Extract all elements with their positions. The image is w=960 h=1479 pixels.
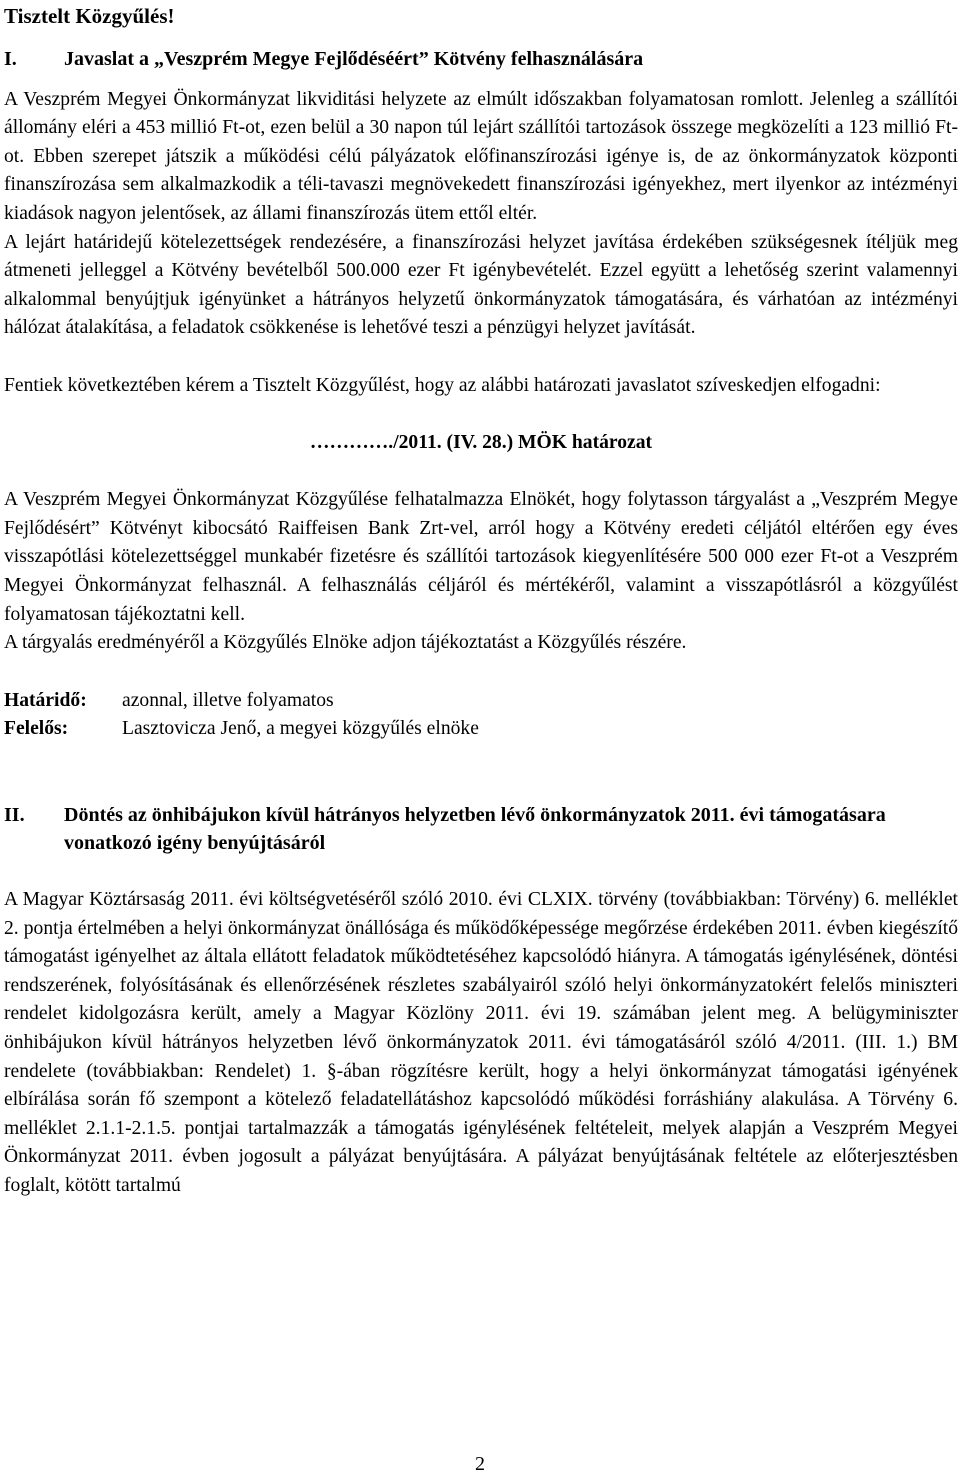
resolution-paragraph-1: A Veszprém Megyei Önkormányzat Közgyűlése felhatalmazza Elnökét, hogy folytasson tárgyalást a „Veszprém Megye Fejlődésért” Kötvényt kibocsátó Raiffeisen Bank Zrt-vel, arról hogy a Kötvény eredeti céljától eltérően egy éves visszapótlási kötelezettséggel munkabér fizetésre és szállítói tartozások kiegyenlítésére 500 000 ezer Ft-ot a Veszprém Megyei Önkormányzat felhasznál. A felhasználás céljáról és mértékéről, valamint a visszapótlásról a közgyűlést folyamatosan tájékoztatni kell. [4,489,958,625]
resolution-paragraph-2: A tárgyalás eredményéről a Közgyűlés Elnöke adjon tájékoztatást a Közgyűlés részére. [4,632,687,654]
resolution-title: …………./2011. (IV. 28.) MÖK határozat [309,431,653,453]
section-1-heading [4,45,958,74]
section-1-title: Javaslat a „Veszprém Megye Fejlődéséért” Kötvény felhasználására [64,48,644,70]
responsible-label: Felelős: [4,718,69,740]
deadline-row [4,687,958,716]
section-2-number: II. [4,803,25,826]
section-2-title: Döntés az önhibájukon kívül hátrányos helyzetben lévő önkormányzatok 2011. évi támogatásara vonatkozó igény benyújtásáról [64,803,886,855]
section-2-heading [4,801,958,858]
document-page [4,0,958,1201]
section-1-paragraph-1: A Veszprém Megyei Önkormányzat likviditási helyzete az elmúlt időszakban folyamatosan romlott. Jelenleg a szállítói állomány eléri a 453 millió Ft-ot, ezen belül a 30 napon túl lejárt szállítói tartozások összege megközelíti a 123 millió Ft-ot. Ebben szerepet játszik a működési célú pályázatok előfinanszírozási igénye is, de az önkormányzatok központi finanszírozása sem alkalmazkodik a téli-tavaszi megnövekedett finanszírozási igényekhez, mert ilyenkor az intézményi kiadások nagyon jelentősek, az állami finanszírozás ütem ettől eltér. [4,88,958,224]
greeting: Tisztelt Közgyűlés! [4,4,175,28]
deadline-label: Határidő: [4,689,87,711]
section-1-paragraph-3: Fentiek következtében kérem a Tisztelt Közgyűlést, hogy az alábbi határozati javaslatot szíveskedjen elfogadni: [4,374,881,396]
section-2-paragraph-1: A Magyar Köztársaság 2011. évi költségvetéséről szóló 2010. évi CLXIX. törvény (továbbiakban: Törvény) 6. melléklet 2. pontja értelmében a helyi önkormányzat önállósága és működőképessége megőrzése érdekében 2011. évben kiegészítő támogatást igényelhet az általa ellátott feladatok működtetéséhez kapcsolódó hiányra. A támogatás igénylésének, döntési rendszerének, folyósításának és ellenőrzésének részletes szabályairól szóló helyi önkormányzatokért felelős miniszteri rendelet kidolgozásra került, amely a Magyar Közlöny 2011. évi 19. számában jelent meg. A belügyminiszter önhibájukon kívül hátrányos helyzetben lévő önkormányzatok 2011. évi támogatásáról szóló 4/2011. (III. 1.) BM rendelete (továbbiakban: Rendelet) 1. §-ában rögzítésre került, hogy a helyi önkormányzat támogatási igényének elbírálása során fő szempont a kötelező feladatellátáshoz kapcsolódó működési forráshiány alakulása. A Törvény 6. melléklet 2.1.1-2.1.5. pontjai tartalmazzák a támogatás igénylésének feltételeit, melyek alapján a Veszprém Megyei Önkormányzat 2011. évben jogosult a pályázat benyújtására. A pályázat benyújtásának feltétele az előterjesztésben foglalt, kötött tartalmú [4,889,958,1196]
responsible-value: Lasztovicza Jenő, a megyei közgyűlés elnöke [122,718,479,740]
section-1-number: I. [4,48,17,70]
page-number: 2 [475,1453,485,1475]
section-1-paragraph-2: A lejárt határidejű kötelezettségek rendezésére, a finanszírozási helyzet javítása érdekében szükségesnek ítéljük meg átmeneti jelleggel a Kötvény bevételből 500.000 ezer Ft igénybevételét. Ezzel együtt a lehetőség szerint valamennyi alkalommal benyújtjuk igényünket a hátrányos helyzetű önkormányzatok támogatására, és várhatóan az intézményi hálózat átalakítása, a feladatok csökkenése is lehetővé teszi a pénzügyi helyzet javítását. [4,231,958,339]
deadline-value: azonnal, illetve folyamatos [122,689,334,711]
responsible-row [4,715,958,744]
